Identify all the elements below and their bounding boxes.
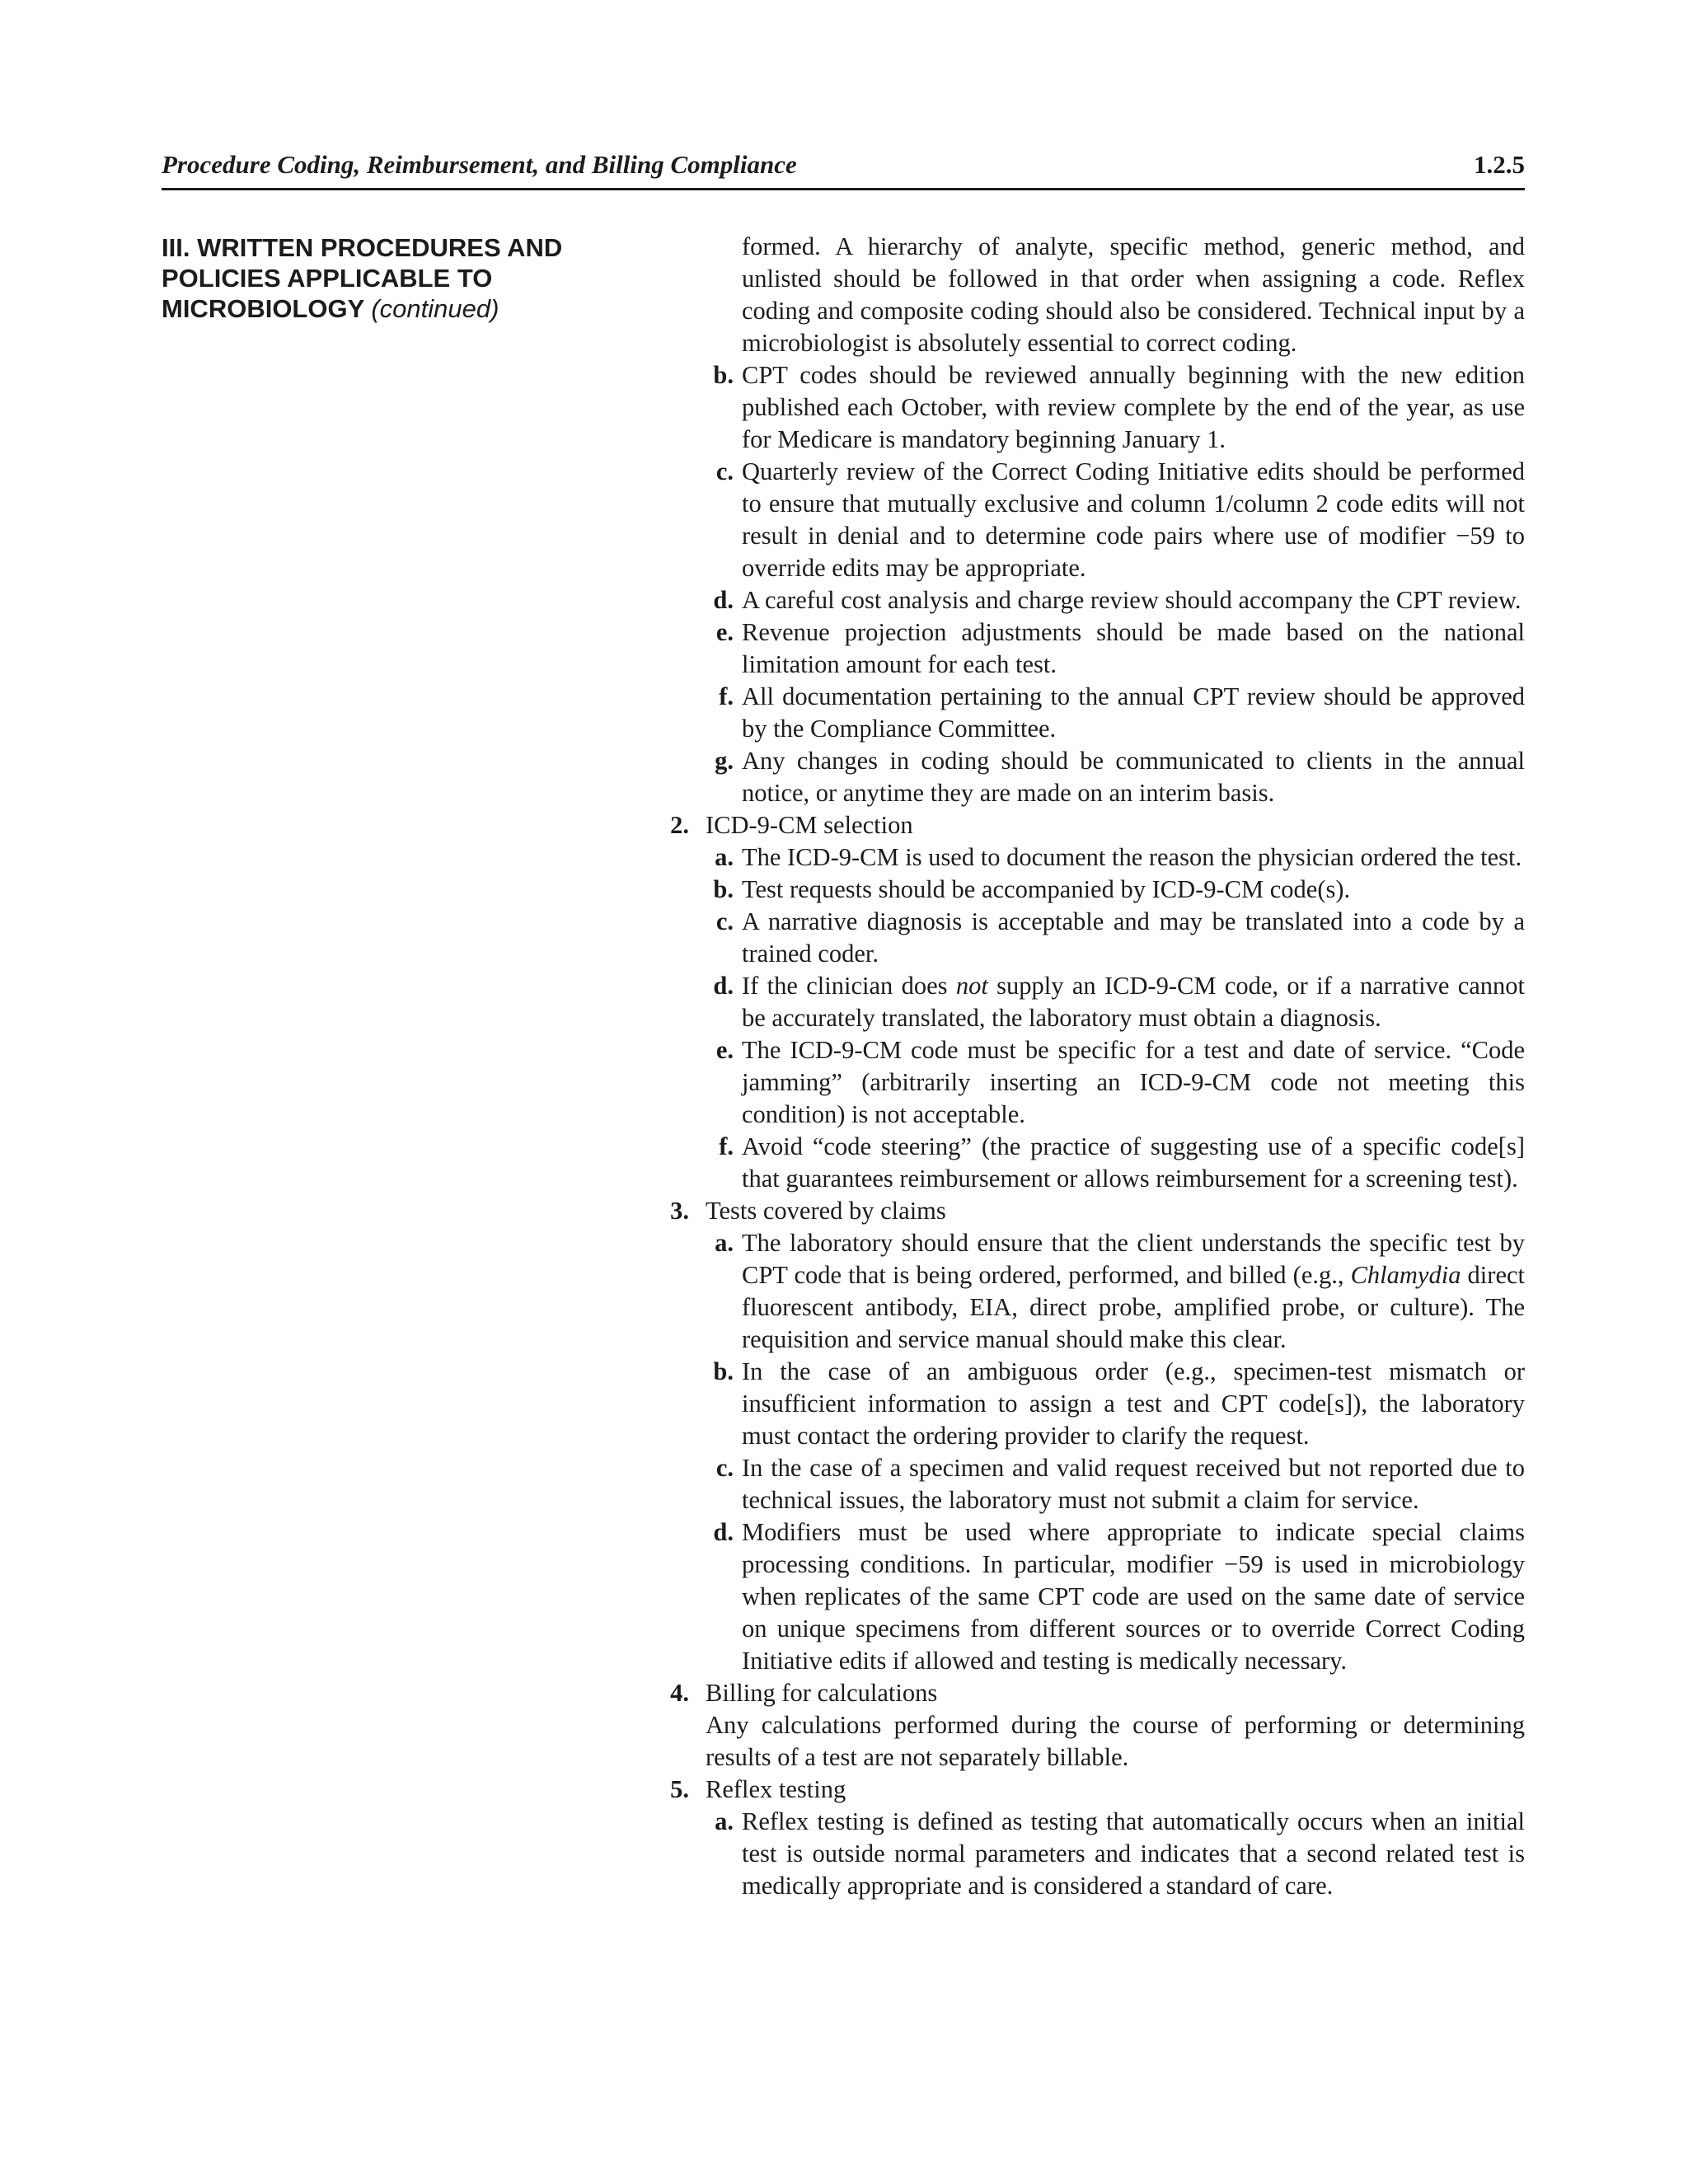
item-list-group1: [659, 359, 1525, 809]
section-number: 2.: [670, 811, 689, 839]
section-continued-label: (continued): [371, 294, 499, 323]
running-head: [162, 147, 1525, 190]
item-letter: g.: [715, 747, 734, 775]
list-item: [659, 1131, 1525, 1195]
list-item: [659, 1227, 1525, 1356]
main-column: [659, 231, 1525, 1902]
list-item: [659, 359, 1525, 456]
item-letter: d.: [713, 972, 734, 1000]
item-text: In the case of a specimen and valid request received but not reported due to technical issues, the laboratory must not submit a claim for service.: [742, 1454, 1525, 1514]
item-text: CPT codes should be reviewed annually beginning with the new edition published each October, with review complete by the end of the year, as use for Medicare is mandatory beginning January 1.: [742, 361, 1525, 453]
section-body: [659, 1709, 1525, 1774]
item-text: Revenue projection adjustments should be made based on the national limitation amount for each test.: [742, 618, 1525, 678]
list-item: [659, 1452, 1525, 1516]
running-title: Procedure Coding, Reimbursement, and Billing Compliance: [162, 150, 797, 179]
item-letter: f.: [719, 1132, 734, 1160]
list-item: [659, 584, 1525, 616]
list-item: [659, 874, 1525, 906]
list-item: [659, 1516, 1525, 1677]
item-text: Quarterly review of the Correct Coding Initiative edits should be performed to ensure that mutually exclusive and column 1/column 2 code edits will not result in denial and to determine code pairs where use of modifier −59 to override edits may be appropriate.: [742, 457, 1525, 582]
section-number: 4.: [670, 1679, 689, 1707]
list-item: [659, 906, 1525, 970]
section-number: 3.: [670, 1197, 689, 1225]
section-heading-text: III. WRITTEN PROCEDURES AND POLICIES APPLICABLE TO MICROBIOLOGY: [162, 233, 563, 323]
numbered-section-2: [659, 809, 1525, 841]
item-letter: f.: [719, 682, 734, 710]
list-item: [659, 745, 1525, 809]
list-item: [659, 456, 1525, 584]
item-text: In the case of an ambiguous order (e.g., specimen-test mismatch or insufficient information to assign a test and CPT code[s]), the laboratory must contact the ordering provider to clarify the request.: [742, 1357, 1525, 1450]
list-item: [659, 616, 1525, 681]
item-letter: e.: [715, 1036, 734, 1064]
item-text-emphasis: not: [955, 972, 988, 1000]
item-text-before: The laboratory should ensure that the client understands the specific test by CPT code that is being ordered, performed, and billed (e.g.,: [742, 1229, 1525, 1289]
item-letter: a.: [715, 1229, 734, 1257]
item-letter: c.: [715, 1454, 734, 1482]
item-letter: a.: [715, 1807, 734, 1835]
item-letter: b.: [713, 1357, 734, 1385]
list-item: [659, 681, 1525, 745]
item-text-before: If the clinician does: [742, 972, 956, 1000]
item-text: Any changes in coding should be communicated to clients in the annual notice, or anytime they are made on an interim basis.: [742, 747, 1525, 807]
section-title: Tests covered by claims: [706, 1197, 946, 1225]
item-text: A careful cost analysis and charge review should accompany the CPT review.: [742, 586, 1522, 614]
item-text: The ICD-9-CM is used to document the reason the physician ordered the test.: [742, 843, 1522, 871]
item-text-after: direct fluorescent antibody, EIA, direct probe, amplified probe, or culture). The requisition and service manual should make this clear.: [742, 1261, 1525, 1353]
item-letter: c.: [715, 457, 734, 485]
list-item: [659, 970, 1525, 1034]
item-letter: d.: [713, 1518, 734, 1546]
numbered-section-4: [659, 1677, 1525, 1709]
item-letter: e.: [715, 618, 734, 646]
numbered-section-3: [659, 1195, 1525, 1227]
continuation-text: formed. A hierarchy of analyte, specific method, generic method, and unlisted should be followed in that order when assigning a code. Reflex coding and composite coding should also be considered. Technical input by a microbiologist is absolutely essential to correct coding.: [742, 232, 1525, 357]
list-item: [659, 841, 1525, 874]
section-body-text: Any calculations performed during the course of performing or determining results of a test are not separately billable.: [706, 1711, 1525, 1771]
section-title: ICD-9-CM selection: [706, 811, 913, 839]
section-title: Reflex testing: [706, 1775, 846, 1803]
item-letter: c.: [715, 907, 734, 935]
section-title: Billing for calculations: [706, 1679, 938, 1707]
item-text: Reflex testing is defined as testing that automatically occurs when an initial test is outside normal parameters and indicates that a second related test is medically appropriate and is considered a standard of care.: [742, 1807, 1525, 1900]
section-heading: [162, 232, 623, 324]
item-text: The ICD-9-CM code must be specific for a test and date of service. “Code jamming” (arbitrarily inserting an ICD-9-CM code not meeting this condition) is not acceptable.: [742, 1036, 1525, 1128]
item-text: Avoid “code steering” (the practice of suggesting use of a specific code[s] that guarantees reimbursement or allows reimbursement for a screening test).: [742, 1132, 1525, 1193]
item-letter: b.: [713, 875, 734, 903]
numbered-section-5: [659, 1774, 1525, 1806]
list-item: [659, 1034, 1525, 1131]
item-text-after: supply an ICD-9-CM code, or if a narrative cannot be accurately translated, the laboratory must obtain a diagnosis.: [742, 972, 1525, 1032]
item-text-emphasis: Chlamydia: [1350, 1261, 1461, 1289]
item-text: Test requests should be accompanied by ICD-9-CM code(s).: [742, 875, 1351, 903]
item-letter: d.: [713, 586, 734, 614]
item-letter: a.: [715, 843, 734, 871]
list-item: [659, 1806, 1525, 1902]
item-letter: b.: [713, 361, 734, 389]
continuation-paragraph: [659, 231, 1525, 359]
item-text: Modifiers must be used where appropriate to indicate special claims processing conditions. In particular, modifier −59 is used in microbiology when replicates of the same CPT code are used on the same date of service on unique specimens from different sources or to override Correct Coding Initiative edits if allowed and testing is medically necessary.: [742, 1518, 1525, 1675]
section-number: 5.: [670, 1775, 689, 1803]
page-number: 1.2.5: [1474, 150, 1525, 179]
item-text: All documentation pertaining to the annual CPT review should be approved by the Compliance Committee.: [742, 682, 1525, 743]
list-item: [659, 1356, 1525, 1452]
item-text: A narrative diagnosis is acceptable and may be translated into a code by a trained coder.: [742, 907, 1525, 968]
